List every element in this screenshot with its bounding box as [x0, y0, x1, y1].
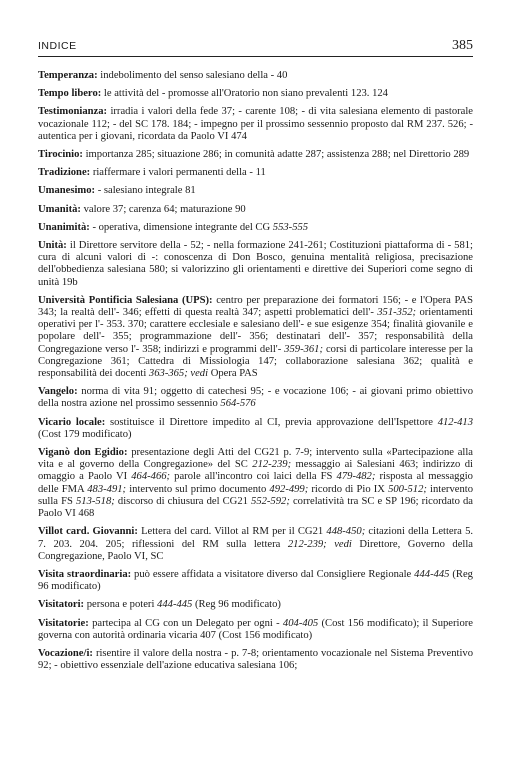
index-reference-italic: 363-365; vedi [148, 368, 209, 380]
index-text: può essere affidata a visitatore diverso dal Consigliere Regionale [131, 568, 415, 580]
index-text: valore 37; carenza 64; maturazione 90 [80, 203, 246, 215]
index-term: Tradizione: [38, 167, 91, 179]
index-reference-italic: 464-466; [131, 471, 171, 483]
index-entry [38, 447, 473, 520]
index-term: Visitatori: [38, 599, 85, 611]
index-reference-italic: 351-352; [377, 307, 417, 319]
index-reference-italic: 404-405 [282, 617, 319, 629]
index-text: intervento sulla FS [38, 483, 473, 507]
index-text: orientamenti operativi per l'- 353. 370; carattere ecclesiale e salesiano dell'- e sue esigenze 354; finalità giovanile e popolare dell'- 355; programmazione dell'- 356; destinatari dell'- 357; responsabilità della Congregazione verso l'- 358; indirizzi e programmi dell'- [38, 307, 474, 355]
index-entry [38, 599, 473, 611]
index-text: Direttore, Governo della Congregazione, Paolo VI, SC [38, 538, 473, 562]
index-text: - salesiano integrale 81 [95, 185, 196, 197]
index-text: intervento sul primo documento [126, 483, 270, 495]
index-text: (Cost 156 modificato); il Superiore governa con autorità ordinaria vicaria 407 (Cost 156 modificato) [38, 617, 473, 641]
index-term: Tempo libero: [38, 88, 102, 100]
index-reference-italic: 552-592; [251, 495, 290, 507]
index-reference-italic: 500-512; [388, 483, 427, 495]
index-entry [38, 569, 473, 593]
index-term: Vangelo: [38, 386, 78, 398]
index-text: le attività del - promosse all'Oratorio non siano prevalenti 123. 124 [101, 88, 388, 100]
index-text: correlatività tra SC e SP 196; ricordato da Paolo VI 468 [38, 495, 473, 520]
index-text: sostituisce il Direttore impedito al CI, previa approvazione dell'Ispettore [105, 416, 438, 428]
index-entry [38, 618, 473, 642]
index-term: Unità: [38, 240, 67, 252]
index-entry [38, 417, 473, 441]
index-reference-italic: 412-413 [437, 416, 474, 428]
index-text: norma di vita 91; oggetto di catechesi 95; - e vocazione 106; - ai giovani primo obiettivo della nostra azione nel prossimo sessennio [38, 386, 473, 410]
index-reference-italic: 564-576 [220, 398, 256, 410]
index-reference-italic: 444-445 [414, 568, 450, 580]
index-term: Umanità: [38, 203, 81, 215]
index-text: riaffermare i valori permanenti della - 11 [90, 167, 266, 179]
index-term: Villot card. Giovanni: [38, 526, 138, 538]
index-text: ricordo di Pio IX [308, 483, 389, 495]
index-text: partecipa al CG con un Delegato per ogni - [88, 617, 283, 629]
index-entry [38, 648, 473, 672]
index-reference-italic: 212-239; vedi [287, 538, 352, 550]
index-text: citazioni della Lettera 5. 7. 203. 204. 205; riflessioni del RM sulla lettera [38, 526, 474, 550]
index-text: (Cost 179 modificato) [38, 428, 132, 440]
index-text: parole all'incontro coi laici della FS [170, 471, 337, 483]
index-entry [38, 222, 473, 234]
index-text: risentire il valore della nostra - p. 7-8; orientamento vocazionale nel Sistema Preventivo 92; - obiettivo essenziale dell'azione educativa salesiana 106; [38, 647, 473, 672]
index-text: presentazione degli Atti del CG21 p. 7-9; intervento sulla «Partecipazione alla vita e al governo della Congregazione» del SC [38, 447, 474, 471]
index-reference-italic: 212-239; [252, 459, 292, 471]
index-entry [38, 295, 473, 380]
index-entry [38, 526, 473, 563]
index-term: Umanesimo: [38, 185, 96, 197]
index-text: centro per preparazione dei formatori 156; - e l'Opera PAS 343; la realtà dell'- 346; effetti di questa realtà 347; aspetti problematici dell'- [38, 294, 473, 319]
index-text: messaggio ai Salesiani 463; indirizzo di omaggio a Paolo VI [38, 459, 474, 483]
index-entry [38, 88, 473, 100]
index-text: irradia i valori della fede 37; - carente 108; - di vita salesiana elemento di pastorale vocazionale 112; - del SC 178. 184; - impegno per il prossimo sessennio proposto dal RM 237. 526; - autentica per i giovani, ricordata da Paolo VI 474 [38, 106, 473, 142]
index-term: Tirocinio: [38, 149, 83, 161]
index-reference-italic: 444-445 [157, 599, 193, 611]
index-text: discorso di chiusura del CG21 [114, 495, 252, 507]
index-reference-italic: 359-361; [284, 343, 324, 355]
index-text: persona e poteri [84, 599, 158, 611]
index-text: il Direttore servitore della - 52; - nella formazione 241-261; Costituzioni piattaforma di - 581; cura di alcuni valori di -: conoscenza di Don Bosco, genuina mentalità religiosa, precisazione dell'obbedienza salesiana 580; si valorizzino gli orientamenti e direttive dei Superiori come segno di unità 19b [38, 240, 473, 288]
index-term: Visitatorie: [38, 617, 89, 629]
index-entry [38, 204, 473, 216]
index-term: Unanimità: [38, 221, 90, 233]
index-reference-italic: 492-499; [269, 483, 309, 495]
index-text: corsi di particolare interesse per la Congregazione 361; Cattedra di Missiologia 147; collaborazione salesiana 362; qualità e responsabilità dei docenti [38, 343, 473, 380]
index-text: Lettera del card. Villot al RM per il CG21 [137, 526, 327, 538]
index-reference-italic: 513-518; [75, 495, 115, 507]
index-reference-italic: 553-555 [272, 221, 309, 233]
index-term: Vicario locale: [38, 416, 106, 428]
index-reference-italic: 483-491; [87, 483, 127, 495]
index-text: importanza 285; situazione 286; in comunità adatte 287; assistenza 288; nel Direttorio 289 [82, 149, 470, 161]
index-text: (Reg 96 modificato) [38, 568, 473, 593]
index-text: risposta al messaggio delle FMA [38, 471, 473, 495]
index-term: Università Pontificia Salesiana (UPS): [38, 294, 213, 306]
index-entry [38, 185, 473, 197]
index-reference-italic: 448-450; [326, 526, 366, 538]
index-entry [38, 149, 473, 161]
index-term: Visita straordinaria: [38, 568, 132, 580]
index-entry [38, 167, 473, 179]
running-header [38, 34, 473, 57]
index-entries [38, 70, 473, 678]
index-entry [38, 240, 473, 289]
index-text: Opera PAS [208, 368, 258, 380]
section-title: INDICE [38, 40, 77, 52]
index-entry [38, 106, 473, 143]
index-text: (Reg 96 modificato) [192, 599, 281, 611]
index-term: Viganò don Egidio: [38, 447, 128, 459]
index-term: Temperanza: [38, 70, 98, 81]
index-entry [38, 386, 473, 410]
index-text: indebolimento del senso salesiano della - 40 [97, 70, 288, 81]
index-reference-italic: 479-482; [336, 471, 376, 483]
index-term: Testimonianza: [38, 106, 108, 118]
page-number: 385 [452, 38, 473, 53]
index-entry [38, 70, 473, 82]
index-text: - operativa, dimensione integrante del CG [89, 221, 273, 233]
index-term: Vocazione/i: [38, 647, 93, 659]
